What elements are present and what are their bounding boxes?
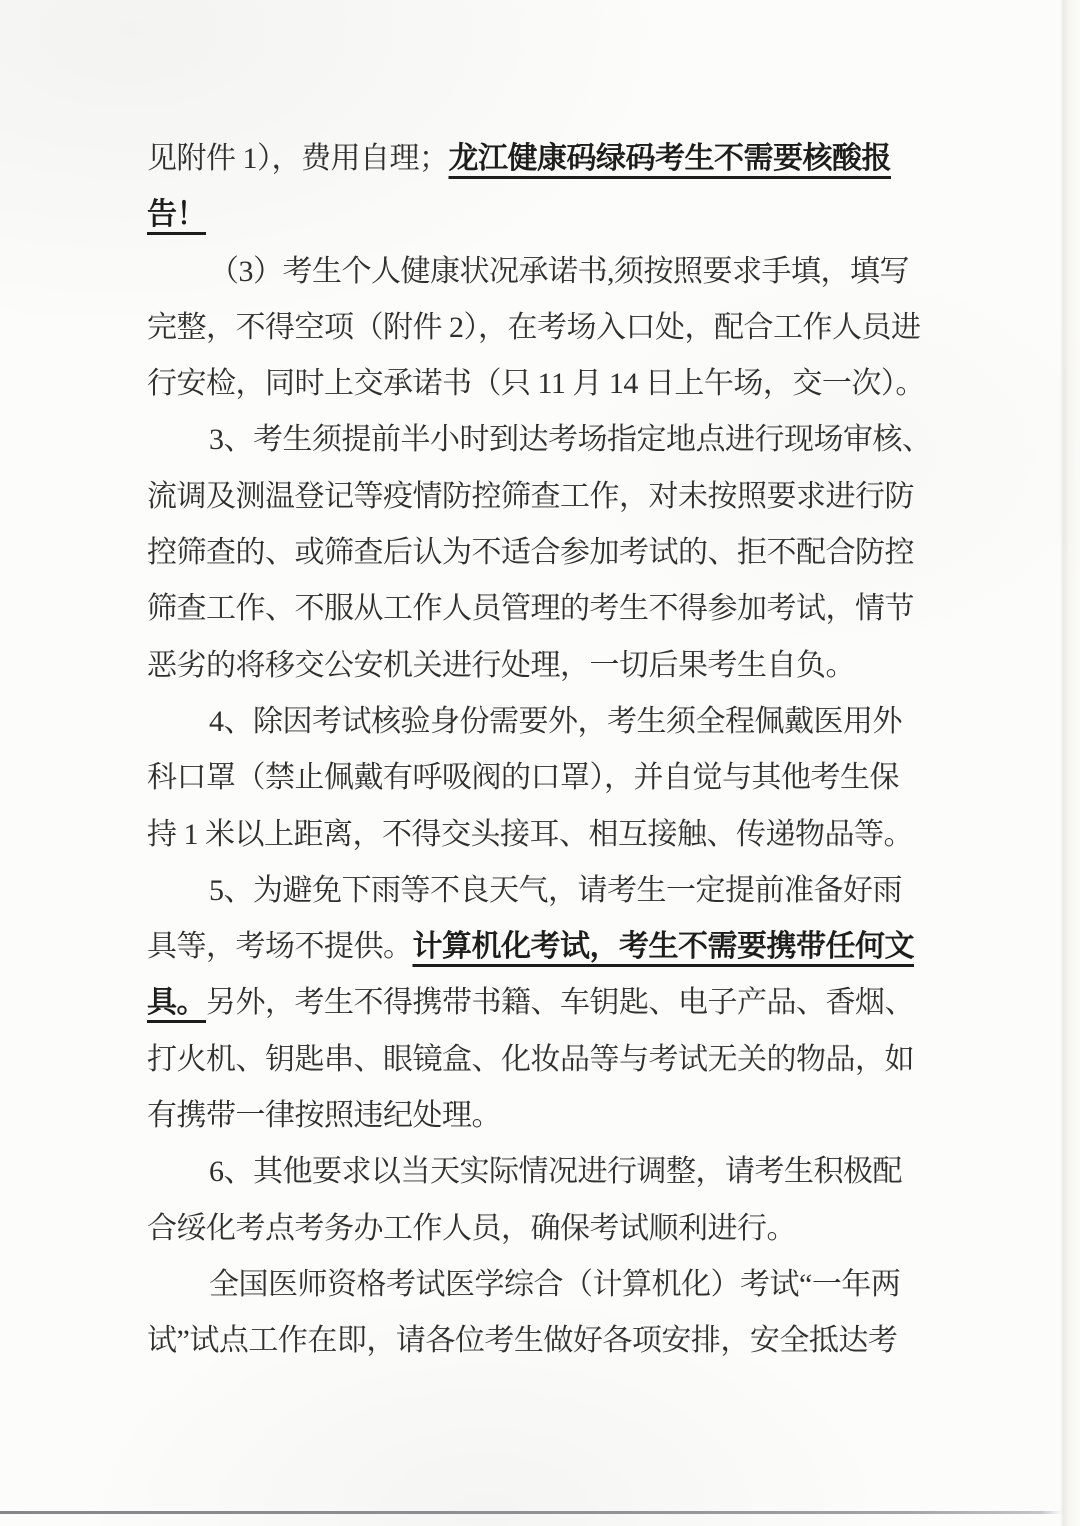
text-line (147, 412, 932, 468)
document-text-block (147, 131, 932, 1370)
text-line (147, 469, 917, 525)
text-line (147, 1032, 917, 1088)
text-line (147, 919, 917, 975)
text-run: 恶劣的将移交公安机关进行处理，一切后果考生自负。 (147, 648, 855, 682)
text-run: 筛查工作、不服从工作人员管理的考生不得参加考试，情节 (147, 592, 914, 626)
text-line (147, 300, 921, 356)
text-line (147, 807, 917, 863)
text-line (147, 694, 917, 750)
emphasized-text-run: 计算机化考试，考生不需要携带任何文 (412, 930, 914, 964)
text-line (147, 975, 917, 1031)
text-run: 完整，不得空项（附件 2），在考场入口处，配合工作人员进 (147, 310, 921, 344)
text-run: （3）考生个人健康状况承诺书,须按照要求手填，填写 (209, 254, 909, 288)
emphasized-text-run: 告！ (147, 198, 206, 232)
text-line (147, 131, 917, 187)
text-run: 具等，考场不提供。 (147, 930, 413, 964)
text-line (147, 581, 917, 637)
page-right-edge-shadow (1060, 0, 1080, 1526)
text-run: 另外，考生不得携带书籍、车钥匙、电子产品、香烟、 (206, 986, 914, 1020)
emphasized-text-run: 具。 (147, 986, 206, 1020)
text-run: 有携带一律按照违纪处理。 (147, 1099, 501, 1133)
text-run: 6、其他要求以当天实际情况进行调整，请考生积极配 (209, 1155, 902, 1189)
text-run: 3、考生须提前半小时到达考场指定地点进行现场审核、 (209, 423, 932, 457)
emphasized-text-run: 龙江健康码绿码考生不需要核酸报 (448, 142, 891, 175)
text-run: 4、除因考试核验身份需要外，考生须全程佩戴医用外 (209, 704, 902, 738)
text-run: 行安检，同时上交承诺书（只 11 月 14 日上午场，交一次）。 (147, 367, 925, 401)
text-line (147, 356, 925, 412)
text-line (147, 750, 917, 806)
text-run: 科口罩（禁止佩戴有呼吸阀的口罩），并自觉与其他考生保 (147, 761, 899, 795)
text-run: 5、为避免下雨等不良天气，请考生一定提前准备好雨 (209, 873, 902, 907)
text-line (147, 1201, 917, 1257)
text-run: 打火机、钥匙串、眼镜盒、化妆品等与考试无关的物品，如 (147, 1042, 914, 1076)
text-run: 流调及测温登记等疫情防控筛查工作，对未按照要求进行防 (147, 479, 914, 513)
text-run: 见附件 1），费用自理； (147, 142, 449, 175)
text-run: 试”试点工作在即，请各位考生做好各项安排，安全抵达考 (147, 1324, 898, 1358)
text-line (147, 525, 917, 581)
text-run: 控筛查的、或筛查后认为不适合参加考试的、拒不配合防控 (147, 536, 914, 570)
text-line (147, 187, 917, 243)
text-line (147, 1144, 917, 1200)
text-run: 全国医师资格考试医学综合（计算机化）考试“一年两 (209, 1267, 901, 1301)
page-bottom-edge-line (0, 1511, 1062, 1514)
text-run: 合绥化考点考务办工作人员，确保考试顺利进行。 (147, 1211, 796, 1245)
text-line (147, 1088, 917, 1144)
text-line (147, 244, 917, 300)
text-line (147, 1313, 917, 1369)
text-run: 持 1 米以上距离，不得交头接耳、相互接触、传递物品等。 (147, 817, 913, 851)
text-line (147, 1257, 917, 1313)
text-line (147, 638, 917, 694)
text-line (147, 863, 917, 919)
